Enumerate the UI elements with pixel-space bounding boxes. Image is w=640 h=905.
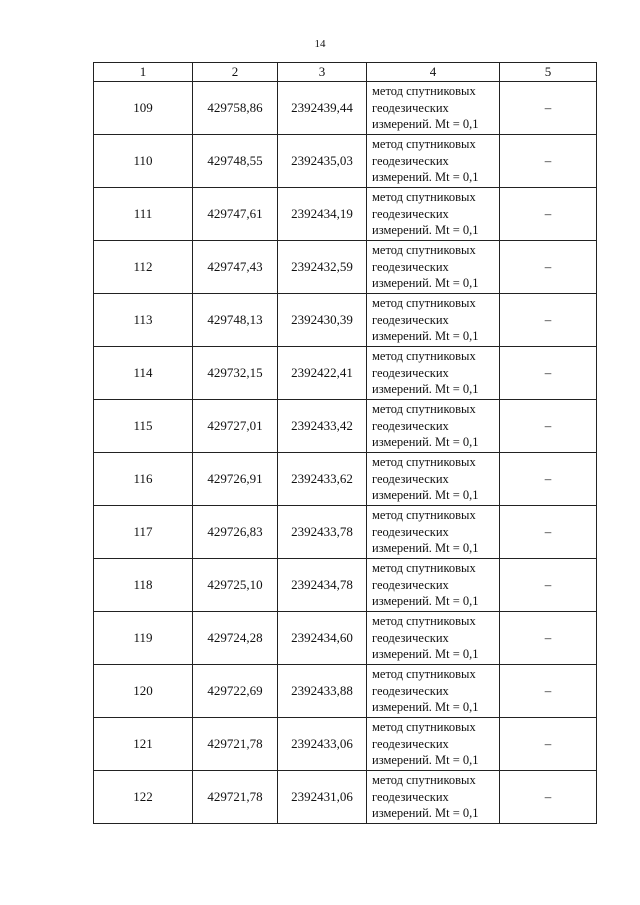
table-row — [94, 241, 597, 294]
method-line: геодезических — [372, 418, 449, 433]
method-line: метод спутниковых — [372, 84, 476, 99]
method-cell — [367, 82, 500, 135]
note-cell: – — [500, 453, 597, 506]
note-cell: – — [500, 665, 597, 718]
method-line: измерений. Mt = 0,1 — [372, 488, 479, 503]
method-line: измерений. Mt = 0,1 — [372, 276, 479, 291]
note-cell: – — [500, 400, 597, 453]
x-coordinate-cell: 429726,83 — [193, 506, 278, 559]
y-coordinate-cell: 2392434,19 — [278, 188, 367, 241]
method-cell — [367, 294, 500, 347]
method-cell — [367, 241, 500, 294]
method-line: измерений. Mt = 0,1 — [372, 382, 479, 397]
header-col-4: 4 — [367, 63, 500, 82]
point-number-cell: 111 — [94, 188, 193, 241]
x-coordinate-cell: 429727,01 — [193, 400, 278, 453]
method-line: метод спутниковых — [372, 296, 476, 311]
note-cell: – — [500, 506, 597, 559]
note-cell: – — [500, 771, 597, 824]
method-cell — [367, 188, 500, 241]
point-number-cell: 120 — [94, 665, 193, 718]
method-line: геодезических — [372, 153, 449, 168]
point-number-cell: 115 — [94, 400, 193, 453]
header-row — [94, 63, 597, 82]
x-coordinate-cell: 429758,86 — [193, 82, 278, 135]
point-number-cell: 114 — [94, 347, 193, 400]
note-cell: – — [500, 559, 597, 612]
point-number-cell: 121 — [94, 718, 193, 771]
method-cell — [367, 665, 500, 718]
method-line: геодезических — [372, 206, 449, 221]
x-coordinate-cell: 429725,10 — [193, 559, 278, 612]
table-row — [94, 82, 597, 135]
header-col-3: 3 — [278, 63, 367, 82]
table-row — [94, 400, 597, 453]
y-coordinate-cell: 2392434,60 — [278, 612, 367, 665]
x-coordinate-cell: 429724,28 — [193, 612, 278, 665]
x-coordinate-cell: 429748,13 — [193, 294, 278, 347]
method-line: метод спутниковых — [372, 190, 476, 205]
y-coordinate-cell: 2392435,03 — [278, 135, 367, 188]
method-line: измерений. Mt = 0,1 — [372, 329, 479, 344]
method-line: метод спутниковых — [372, 508, 476, 523]
method-cell — [367, 612, 500, 665]
y-coordinate-cell: 2392433,62 — [278, 453, 367, 506]
method-line: метод спутниковых — [372, 243, 476, 258]
y-coordinate-cell: 2392422,41 — [278, 347, 367, 400]
method-line: геодезических — [372, 100, 449, 115]
table-row — [94, 347, 597, 400]
method-line: метод спутниковых — [372, 402, 476, 417]
method-line: геодезических — [372, 630, 449, 645]
point-number-cell: 112 — [94, 241, 193, 294]
method-line: геодезических — [372, 365, 449, 380]
x-coordinate-cell: 429721,78 — [193, 718, 278, 771]
table-row — [94, 612, 597, 665]
point-number-cell: 109 — [94, 82, 193, 135]
method-line: измерений. Mt = 0,1 — [372, 753, 479, 768]
table-row — [94, 771, 597, 824]
header-col-5: 5 — [500, 63, 597, 82]
coordinates-table — [93, 62, 597, 824]
method-line: измерений. Mt = 0,1 — [372, 806, 479, 821]
table-header — [94, 63, 597, 82]
method-line: метод спутниковых — [372, 137, 476, 152]
note-cell: – — [500, 612, 597, 665]
method-cell — [367, 559, 500, 612]
method-line: геодезических — [372, 577, 449, 592]
y-coordinate-cell: 2392434,78 — [278, 559, 367, 612]
point-number-cell: 118 — [94, 559, 193, 612]
point-number-cell: 122 — [94, 771, 193, 824]
y-coordinate-cell: 2392439,44 — [278, 82, 367, 135]
method-line: измерений. Mt = 0,1 — [372, 117, 479, 132]
table-row — [94, 294, 597, 347]
method-line: измерений. Mt = 0,1 — [372, 223, 479, 238]
method-line: измерений. Mt = 0,1 — [372, 647, 479, 662]
method-line: измерений. Mt = 0,1 — [372, 700, 479, 715]
note-cell: – — [500, 135, 597, 188]
header-col-1: 1 — [94, 63, 193, 82]
y-coordinate-cell: 2392433,78 — [278, 506, 367, 559]
table-row — [94, 453, 597, 506]
point-number-cell: 119 — [94, 612, 193, 665]
x-coordinate-cell: 429732,15 — [193, 347, 278, 400]
method-line: измерений. Mt = 0,1 — [372, 435, 479, 450]
table-row — [94, 135, 597, 188]
method-line: измерений. Mt = 0,1 — [372, 170, 479, 185]
method-line: метод спутниковых — [372, 720, 476, 735]
point-number-cell: 110 — [94, 135, 193, 188]
y-coordinate-cell: 2392433,42 — [278, 400, 367, 453]
y-coordinate-cell: 2392431,06 — [278, 771, 367, 824]
method-cell — [367, 400, 500, 453]
method-line: геодезических — [372, 259, 449, 274]
method-line: геодезических — [372, 736, 449, 751]
table-row — [94, 665, 597, 718]
header-col-2: 2 — [193, 63, 278, 82]
point-number-cell: 116 — [94, 453, 193, 506]
method-cell — [367, 347, 500, 400]
method-cell — [367, 771, 500, 824]
method-line: геодезических — [372, 524, 449, 539]
method-line: геодезических — [372, 789, 449, 804]
y-coordinate-cell: 2392433,88 — [278, 665, 367, 718]
y-coordinate-cell: 2392430,39 — [278, 294, 367, 347]
method-line: метод спутниковых — [372, 455, 476, 470]
method-line: метод спутниковых — [372, 614, 476, 629]
method-line: геодезических — [372, 683, 449, 698]
method-line: геодезических — [372, 471, 449, 486]
method-cell — [367, 453, 500, 506]
method-line: измерений. Mt = 0,1 — [372, 594, 479, 609]
x-coordinate-cell: 429747,43 — [193, 241, 278, 294]
note-cell: – — [500, 82, 597, 135]
method-line: метод спутниковых — [372, 561, 476, 576]
point-number-cell: 117 — [94, 506, 193, 559]
x-coordinate-cell: 429721,78 — [193, 771, 278, 824]
method-cell — [367, 135, 500, 188]
method-line: геодезических — [372, 312, 449, 327]
x-coordinate-cell: 429726,91 — [193, 453, 278, 506]
method-line: метод спутниковых — [372, 349, 476, 364]
method-cell — [367, 506, 500, 559]
note-cell: – — [500, 241, 597, 294]
note-cell: – — [500, 718, 597, 771]
y-coordinate-cell: 2392433,06 — [278, 718, 367, 771]
note-cell: – — [500, 294, 597, 347]
table-body — [94, 82, 597, 824]
table-row — [94, 559, 597, 612]
method-line: измерений. Mt = 0,1 — [372, 541, 479, 556]
method-cell — [367, 718, 500, 771]
note-cell: – — [500, 347, 597, 400]
x-coordinate-cell: 429722,69 — [193, 665, 278, 718]
point-number-cell: 113 — [94, 294, 193, 347]
x-coordinate-cell: 429747,61 — [193, 188, 278, 241]
table-row — [94, 506, 597, 559]
y-coordinate-cell: 2392432,59 — [278, 241, 367, 294]
method-line: метод спутниковых — [372, 773, 476, 788]
table-row — [94, 188, 597, 241]
note-cell: – — [500, 188, 597, 241]
x-coordinate-cell: 429748,55 — [193, 135, 278, 188]
page-number: 14 — [314, 38, 326, 50]
method-line: метод спутниковых — [372, 667, 476, 682]
table-row — [94, 718, 597, 771]
